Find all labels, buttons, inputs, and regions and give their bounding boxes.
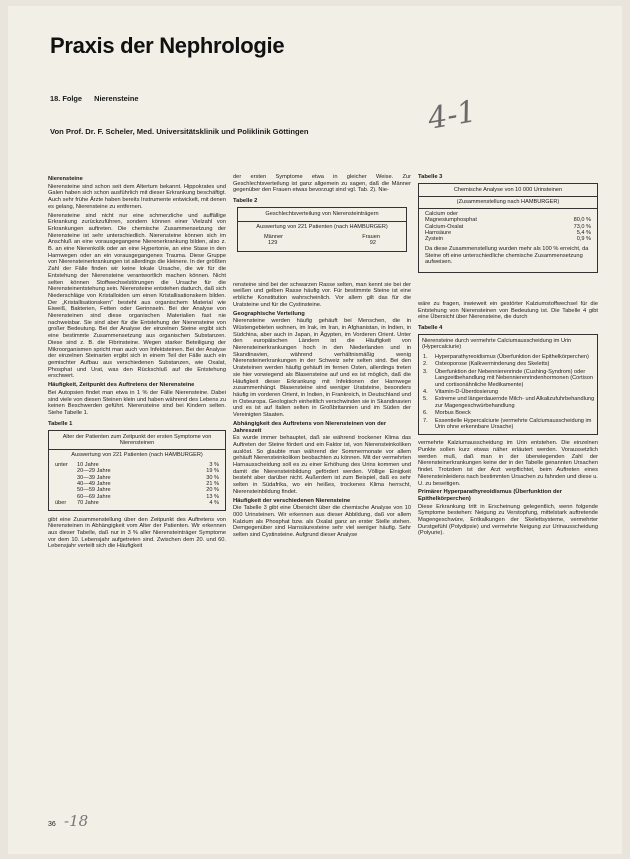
list-item: 3. Überfunktion der Nebennierenrinde (Cushing-Syndrom) oder Langzeitbehandlung mit Nebennierenrindenhormonen (Cortison und cortisonähnliche Medikamente) xyxy=(423,368,593,388)
heading-nierensteine: Nierensteine xyxy=(48,176,83,182)
paragraph: Nierensteine sind nicht nur eine schmerzliche und auffällige Erkrankung zurückzuführen, sondern können einer Vielzahl von Erkrankungen auftreten. Die chemische Zusammensetzung der Nierensteine ist sehr unterschiedlich. Nierensteine können sich im Anschluß an eine vorausgegangene Nierenerkrankung bilden, also z. B. an eine Nierenkolik oder an eine Hypertonie, an eine Stase in den Harnwegen oder an ein vorausgegangenes Trauma. Diese Gruppe von Nierensteinerkrankungen ist allerdings die kleinere. In der größten Zahl der Fälle finden wir keine lokale Ursache, die wir für die Entstehung der Nierensteine verantwortlich machen können. Nicht selten können Stoffwechselstörungen die Ursache für die Nierensteinentstehung sein. Nierensteine entstehen dadurch, daß sich Niederschläge von Kristalloiden um einen Kristallisationskern bilden. Der „Kristallisationskern“ besteht aus organischem Material wie Eiweiß, Bakterien, Fetten oder Gerinnseln. Bei der Analyse von Nierensteinen sind diese organischen Materialien fast nie nachweisbar. Sie sind aber für die Entstehung der Nierensteine von großer Bedeutung. Bei der Analyse der einzelnen Steine ergibt sich eine bestimmte Zusammensetzung aus organischen Substanzen. Diese sind z. B. die Fibrinsteine. Wegen starker Beteiligung der Mikroorganismen spricht man auch von Infektsteinen. Bei der Analyse der einzelnen Steinarten ergibt sich in einem Teil der Fälle auch ein gemischter Aufbau aus verschiedenen Substanzen, wie Oxalat, Phosphat und Urat, was den Rückschluß auf die Entstehung erschwert. xyxy=(48,212,226,380)
table-2 xyxy=(237,207,407,252)
paragraph: rensteine sind bei der schwarzen Rasse selten, man kennt sie bei der weißen und gelben Rasse häufig vor. Für bestimmte Steine ist eine erbliche Konstitution wahrscheinlich. Vor allem gilt das für die Uratsteine und für die Cystinsteine. xyxy=(233,281,411,308)
table-4-label: Tabelle 4 xyxy=(418,325,443,332)
journal-page xyxy=(8,6,622,854)
table-row: Harnsäure 5,4 % xyxy=(425,230,591,237)
table-4-list xyxy=(419,354,597,430)
handwritten-page-mark: -18 xyxy=(64,812,89,830)
table-row: 20—29 Jahre 19 % xyxy=(77,468,219,475)
table-row: Magnesiumphosphat 80,0 % xyxy=(425,217,591,224)
heading-geographie: Geographische Verteilung xyxy=(233,310,305,317)
table-3-body xyxy=(419,209,597,246)
table-2-source: Auswertung von 221 Patienten (nach HAMBURGER) xyxy=(256,223,388,230)
heading-hyperparathyreoidismus: Primärer Hyperparathyreoidismus (Überfunktion der Epithelkörperchen) xyxy=(418,489,562,502)
list-item: 7. Essentielle Hypercalciurie (vermehrte Calciumausscheidung im Urin ohne erkennbare Ursache) xyxy=(423,417,592,430)
table-row: 40—49 Jahre 21 % xyxy=(77,481,219,488)
list-item: 5. Extreme und längerdauernde Milch- und Alkalizufuhrbehandlung zur Magengeschwürbehandlung xyxy=(423,396,595,409)
table-row: 50—59 Jahre 20 % xyxy=(77,487,219,494)
paragraph: der ersten Symptome etwa in gleicher Weise. Zur Geschlechtsverteilung ist ganz allgemein zu sagen, daß die Männer gegenüber den Frauen etwas bevorzugt sind vgl. Tab. 2). Nie- xyxy=(233,174,411,194)
paragraph: Die Tabelle 3 gibt eine Übersicht über die chemische Analyse von 10 000 Urinsteinen. Wir erkennen aus dieser Abbildung, daß vor allem Kalzium als Phosphat bzw. als Oxalat ganz an erster Stelle stehen. Demgegenüber sind Harnsäuresteine sehr viel weniger häufig. Sehr selten sind Cystinsteine. Aufgrund dieser Analyse xyxy=(233,505,411,539)
table-1-source: Auswertung von 221 Patienten (nach HAMBURGER) xyxy=(71,452,203,459)
paragraph: vermehrte Kalziumausscheidung im Urin entstehen. Die einzelnen Punkte sollen kurz etwas näher erläutert werden. Voraussetzlich werden muß, daß man in der überwiegenden Zahl der Nierensteinerkrankungen keine der in der Tabelle genannten Ursachen findet. Trotzdem ist der Arzt verpflichtet, beim Auftreten eines Nierensteinleidens nach bestimmten Ursachen zu fahnden und diese u. U. zu beseitigen. xyxy=(418,440,598,487)
column-2 xyxy=(233,174,411,541)
table-row: 60—69 Jahre 13 % xyxy=(77,493,219,500)
table-4-caption: Nierensteine durch vermehrte Calciumausscheidung im Urin (Hypercalciurie) xyxy=(422,338,572,351)
table-row: unter 10 Jahre 3 % xyxy=(55,461,219,468)
page-number: 36 xyxy=(48,821,56,828)
table-row: 30—39 Jahre 30 % xyxy=(77,474,219,481)
table-2-header-row: Männer Frauen xyxy=(264,233,380,240)
table-row: Calcium oder xyxy=(425,210,458,217)
table-3-label: Tabelle 3 xyxy=(418,174,443,180)
table-row: Calcium-Oxalat 73,0 % xyxy=(425,223,591,230)
heading-verschiedene-steine: Häufigkeit der verschiedenen Nierensteine xyxy=(233,497,351,504)
series-line xyxy=(50,94,148,103)
list-item: 6. Morbus Boeck xyxy=(423,410,471,417)
table-3-source: (Zusammenstellung nach HAMBURGER) xyxy=(419,197,597,208)
series-number: 18. Folge xyxy=(50,94,83,103)
table-row: Zystein 0,9 % xyxy=(425,236,591,243)
table-2-label: Tabelle 2 xyxy=(233,198,258,205)
paragraph: Nierensteine sind schon seit dem Altertum bekannt. Hippokrates und Galen haben sich schon ausführlich mit dieser Erkrankung beschäftigt. Auch sehr frühe Ärzte haben bereits Instrumente entwickelt, mit denen es gelang, Nierensteine zu entfernen. xyxy=(48,183,226,210)
table-4 xyxy=(418,334,598,435)
table-2-caption: Geschlechtsverteilung von Nierensteinträgern xyxy=(238,208,406,221)
table-3-caption: Chemische Analyse von 10 000 Urinsteinen xyxy=(419,184,597,197)
page-title: Praxis der Nephrologie xyxy=(50,33,285,58)
column-3 xyxy=(418,174,598,539)
paragraph: Es wurde immer behauptet, daß sie während trockener Klima das Auftreten der Steine fördert und ein Faktor ist, von Nierensteinkoliken auslöst. So glaubte man während der Sommermonate vor allem gehäuft Nierensteinkoliken beobachten zu können. Mit der vermehrten Harnausscheidung soll es zu einer Erhöhung des Urins kommen und damit die Nierensteinbildung gefördert werden. Völlige Einigkeit besteht aber darüber nicht. Außerdem ist zum Beispiel, daß es sehr selten in Südafrika, wo ein heißes, trockenes Klima herrscht, Nierensteinbildung findet. xyxy=(233,435,411,495)
paragraph: wäre zu fragen, inwieweit ein gestörter Kalziumstoffwechsel für die Entstehung von Nierensteinen von Bedeutung ist. Die Tabelle 4 gibt eine Übersicht über Nierensteine, die durch xyxy=(418,300,598,321)
list-item: 4. Vitamin-D-Überdosierung xyxy=(423,388,499,395)
column-1 xyxy=(48,174,226,552)
table-1-body xyxy=(49,461,225,510)
series-topic: Nierensteine xyxy=(94,94,139,103)
table-3 xyxy=(418,183,598,273)
author-line: Von Prof. Dr. F. Scheler, Med. Universitätsklinik und Poliklinik Göttingen xyxy=(50,127,309,136)
table-2-value-row: 129 92 xyxy=(268,240,376,247)
table-1 xyxy=(48,430,226,511)
paragraph: gibt eine Zusammenstellung über den Zeitpunkt des Auftretens von Nierensteinen in Abhängigkeit vom Alter der Patienten. Wir erkennen aus dieser Tabelle, daß nur in 3 % aller Nierensteinträger Symptome vor dem 10. Lebensjahr aufgetreten sind. Zwischen dem 20. und 60. Lebensjahr verteilt sich die Häufigkeit xyxy=(48,516,226,550)
handwritten-note: 4-1 xyxy=(425,94,479,137)
list-item: 2. Osteoporose (Kalkverminderung des Skeletts) xyxy=(423,361,550,368)
table-1-label: Tabelle 1 xyxy=(48,420,73,427)
table-row: über 70 Jahre 4 % xyxy=(55,500,219,507)
table-1-caption: Alter der Patienten zum Zeitpunkt der ersten Symptome von Nierensteinen xyxy=(49,431,225,451)
heading-haeufigkeit: Häufigkeit, Zeitpunkt des Auftretens der Nierensteine xyxy=(48,382,195,389)
list-item: 1. Hyperparathyreoidismus (Überfunktion der Epithelkörperchen) xyxy=(423,353,589,360)
heading-jahreszeit: Abhängigkeit des Auftretens von Nierensteinen von der Jahreszeit xyxy=(233,420,387,434)
table-3-note: Da diese Zusammenstellung wurden mehr als 100 % erreicht, da Steine oft eine unterschiedliche chemische Zusammensetzung aufweisen. xyxy=(425,245,589,266)
paragraph: Bei Autopsien findet man etwa in 1 % der Fälle Nierensteine. Dabei sind viele von diesen Steinen klein und haben während des Lebens zu keinen Beschwerden geführt. Nierensteine sind bei Kindern selten. Siehe Tabelle 1. xyxy=(48,389,226,416)
paragraph: Diese Erkrankung tritt in Erscheinung gelegentlich, wenn folgende Symptome bestehen: Neigung zu Verstopfung, mittelstark auftretende Magengeschwüre, Entkalkungen der Skelettsysteme, vermehrter Durstgefühl (Polydipsie) und vermehrte Neigung zur Urinausscheidung (Polyurie). xyxy=(418,503,598,537)
paragraph: Nierensteine werden häufig gehäuft bei Menschen, die in Wüstengebieten wohnen, im Irak, im Iran, in Afghanistan, in Indien, in Südchina, aber auch in Japan, in Ägypten, im Vorderen Orient. Unter den europäischen Ländern ist die Häufigkeit von Nierensteinerkrankungen hoch in den Niederlanden und in Skandinavien, während verhältnismäßig wenig Nierensteinerkrankungen in der Schweiz sehr selten sind. Bei den Urateteinen werden häufig gehäuft im fernen Osten, allerdings treten sie hier vorwiegend als Blasensteine auf und es ist möglich, daß die Häufigkeit dieser Erkrankung mit Infektionen der Harnwege zusammenhängt. Blasensteine sind weniger Uratsteine, besonders häufig im vorderen Orient, in Indien, in Frankreich, in Deutschland und in Osteuropa. Geologisch einheitlich verschwinden sie in Skandinavien und es ist auf Italien selten in Großbritannien und im Süden der Vereinigten Staaten. xyxy=(233,318,411,419)
